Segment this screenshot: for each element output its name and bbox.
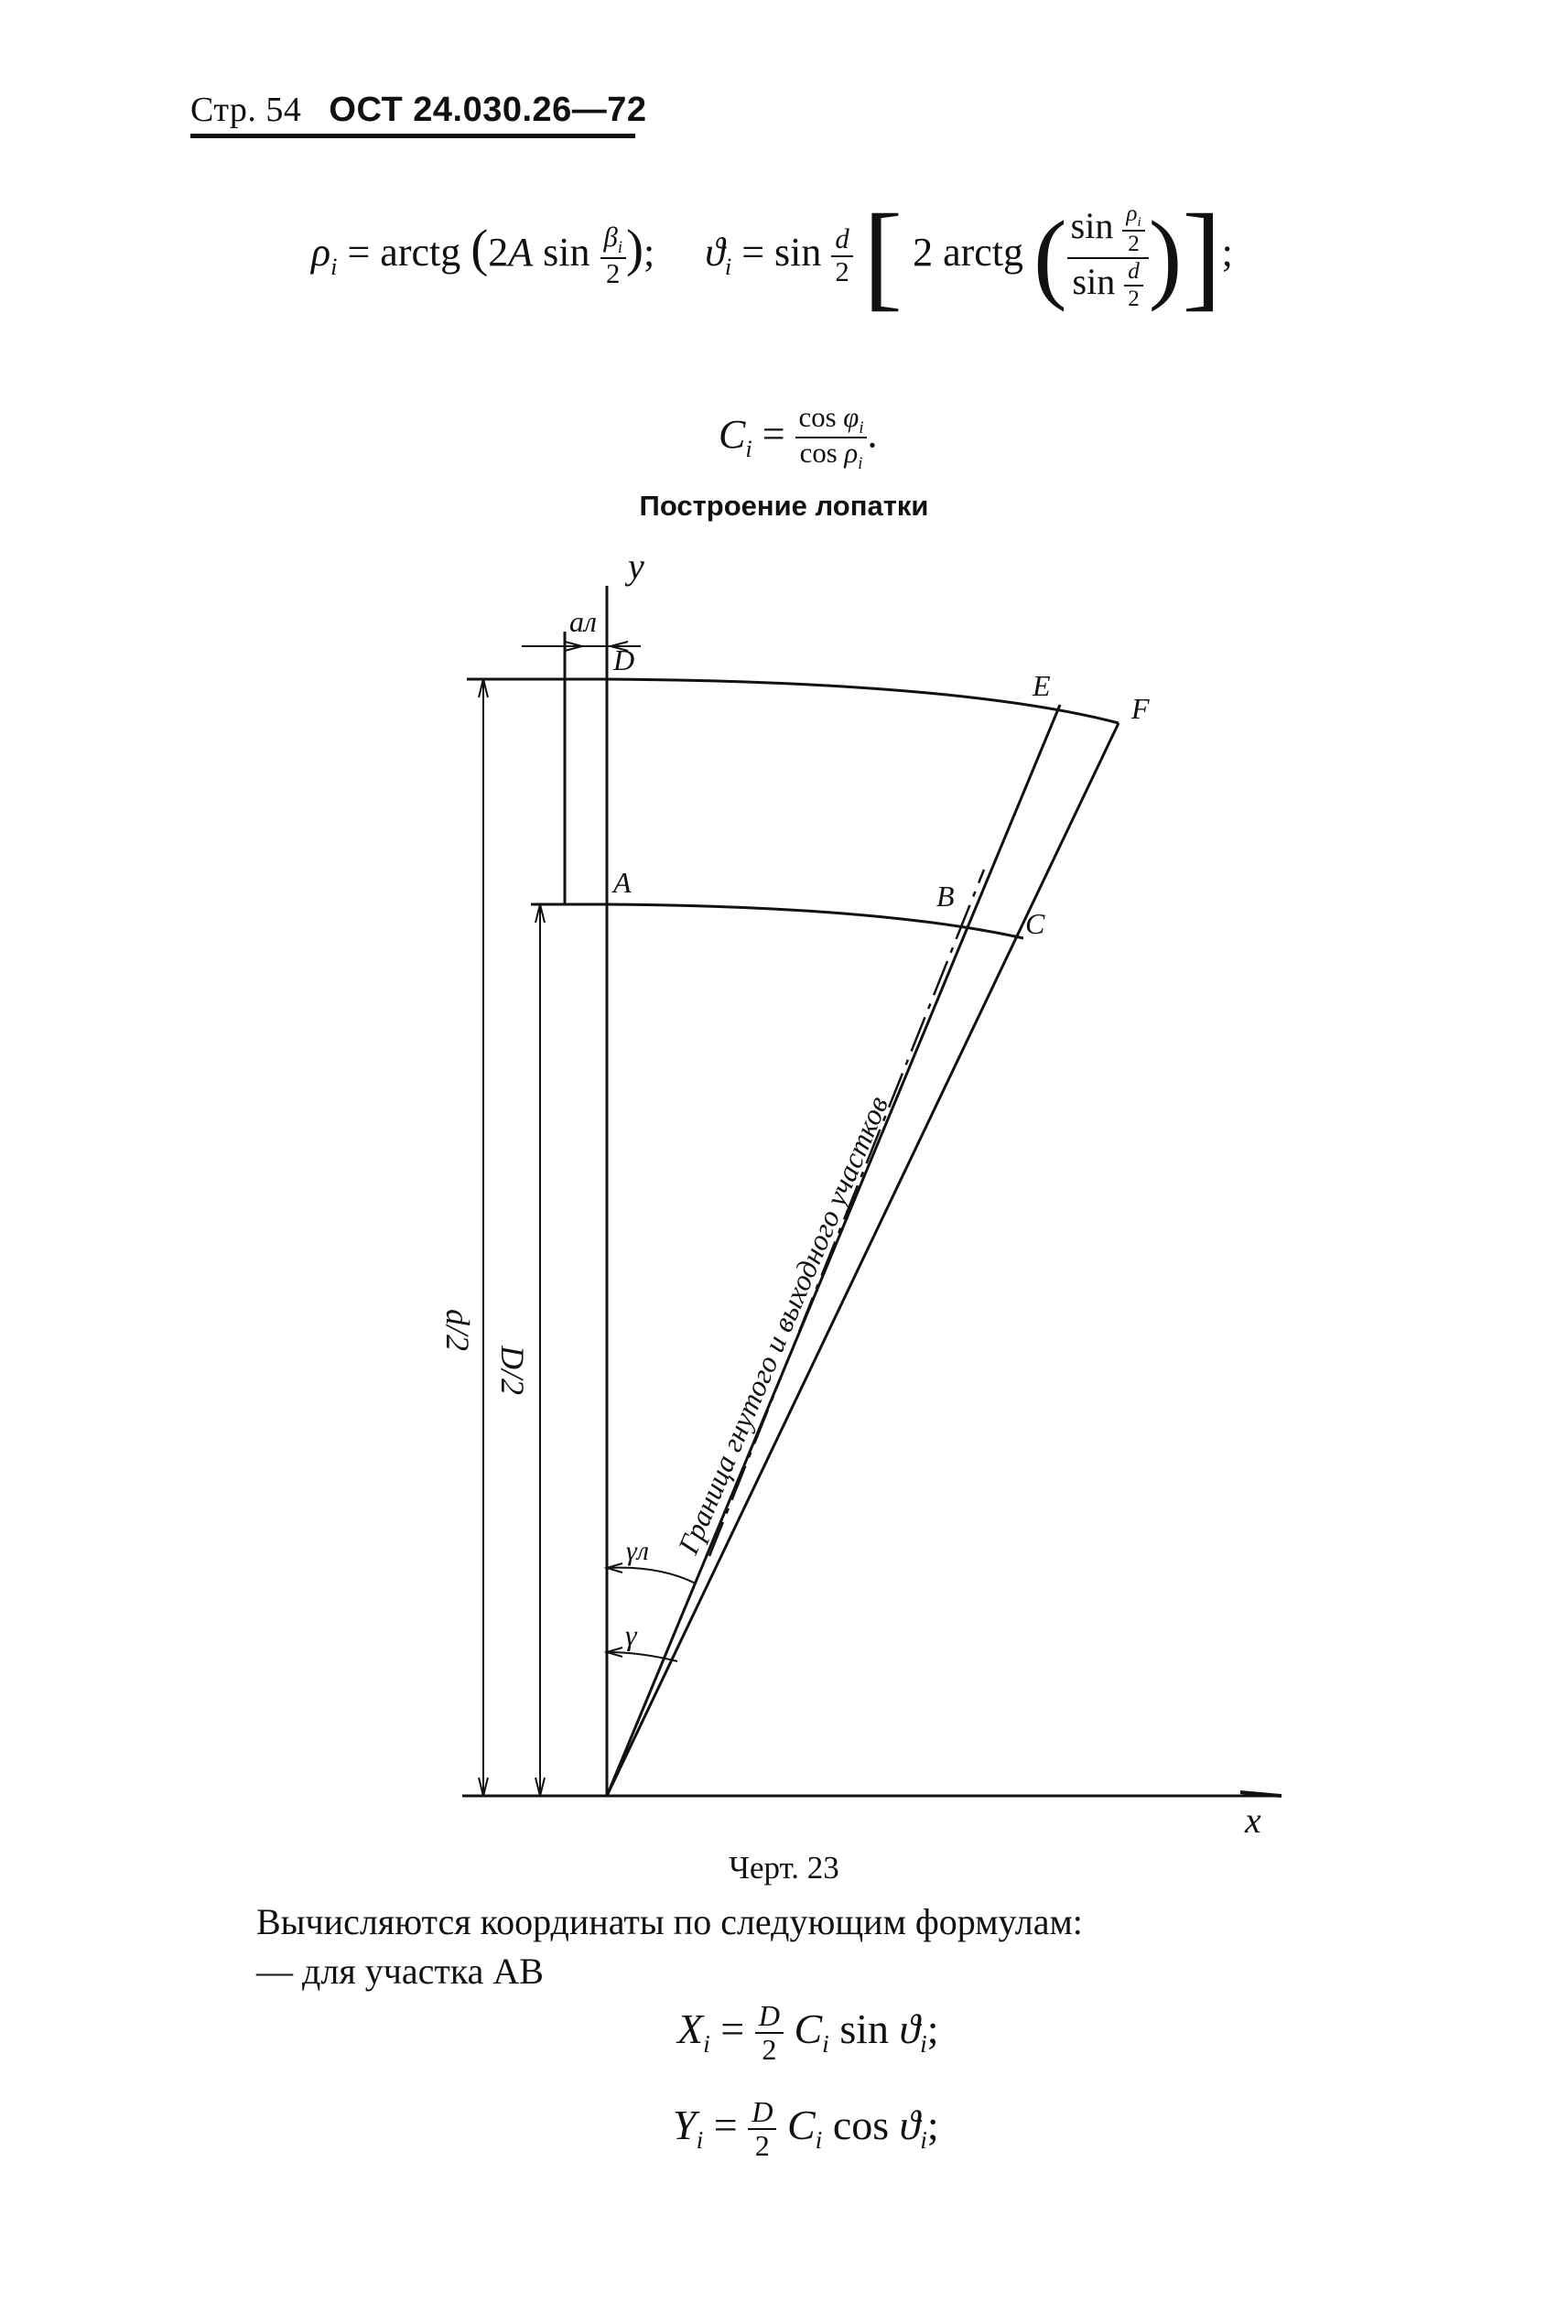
angle-gamma-l-arc <box>607 1568 696 1584</box>
point-D-label: D <box>613 643 635 676</box>
text-line-2: — для участка AB <box>256 1951 544 1992</box>
axis-x-label: x <box>1245 1800 1261 1841</box>
point-C-label: C <box>1025 907 1045 940</box>
point-A-label: A <box>613 866 632 899</box>
line-OF <box>607 723 1119 1796</box>
point-E-label: E <box>1033 669 1051 702</box>
line-OE <box>607 705 1060 1796</box>
text-line-1: Вычисляются координаты по следующим формулам: <box>256 1901 1083 1942</box>
formula-theta: $ϑ_i = \sin$ $\frac{d}{2}$ [ 2 arctg ( sin $\frac{\rho_i}{2}$ sin $\frac{d}{2}$ )]; <box>705 190 1233 322</box>
dimension-D2-label: D/2 <box>494 1346 531 1395</box>
arc-AC <box>607 904 1023 938</box>
dimension-d2-label: d/2 <box>439 1309 476 1352</box>
dimension-a-label: aл <box>569 605 597 638</box>
standard-code: ОСТ 24.030.26—72 <box>329 91 647 129</box>
angle-gamma-l-label: γл <box>626 1536 649 1566</box>
figure-caption: Черт. 23 <box>729 1850 839 1886</box>
point-F-label: F <box>1131 692 1150 725</box>
formula-c: $C_i$ = $\frac{\cos \varphi_i}{\cos \rho_i}$ . <box>719 402 878 473</box>
page-number: Стр. 54 <box>190 91 302 129</box>
axis-y-label: y <box>628 546 644 587</box>
point-B-label: B <box>936 880 955 913</box>
boundary-label: Граница гнутого и выходного участков <box>671 1091 895 1559</box>
body-text <box>256 1897 1083 1996</box>
formula-x: $X_i$ = $\frac{D}{2}$ $C_i$ $\sin ϑ_i$; <box>677 1999 939 2067</box>
formula-y: $Y_i$ = $\frac{D}{2}$ $C_i$ $\cos ϑ_i$; <box>673 2095 939 2163</box>
angle-gamma-label: γ <box>625 1618 637 1651</box>
formula-rho: $\rho_i$ = arctg (2A sin $\frac{\beta_i}{2}$ ); <box>311 220 665 289</box>
section-title: Построение лопатки <box>639 490 929 522</box>
